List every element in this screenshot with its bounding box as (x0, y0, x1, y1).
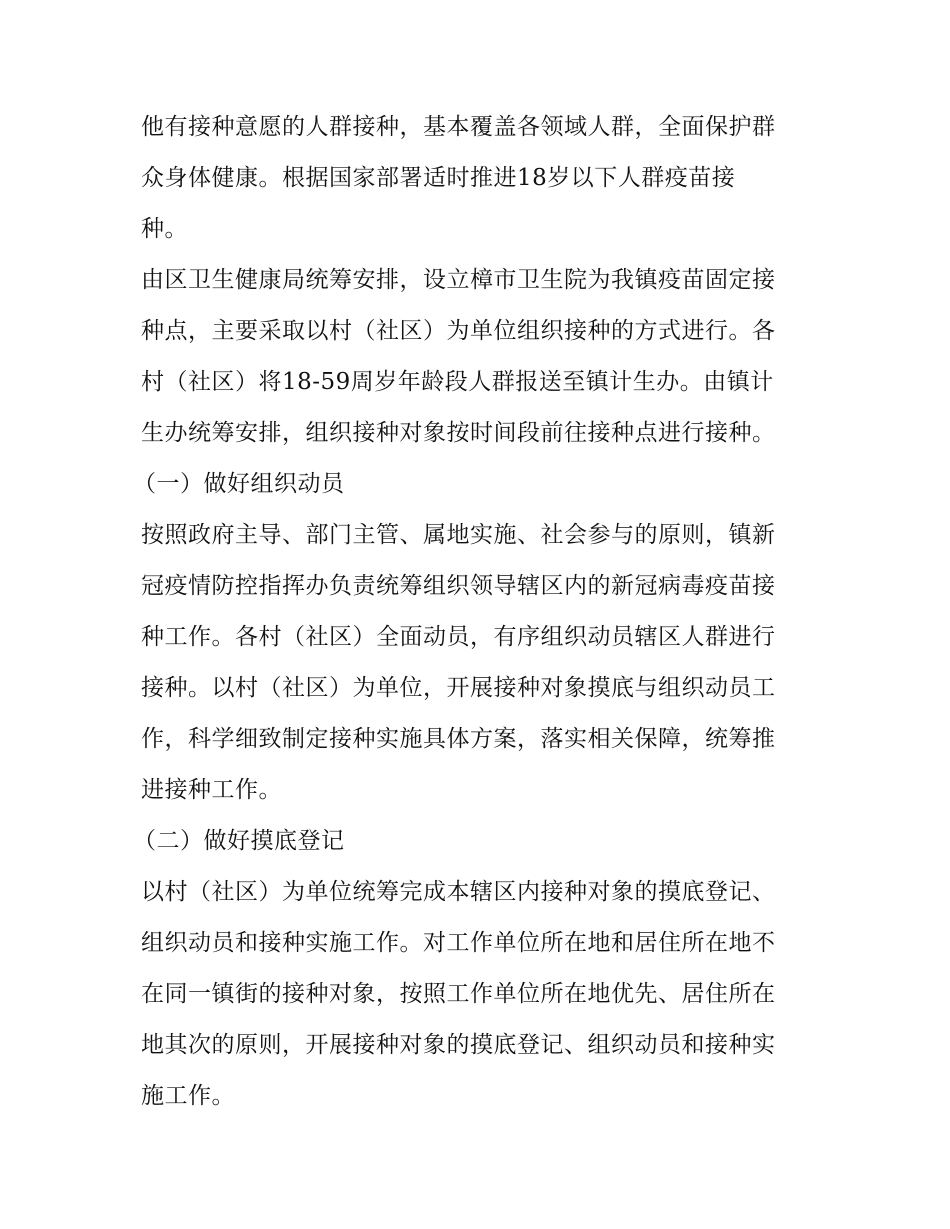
text-line: 在同一镇街的接种对象，按照工作单位所在地优先、居住所在 (141, 981, 776, 1007)
text-line: 组织动员和接种实施工作。对工作单位所在地和居住所在地不 (141, 930, 776, 956)
text-line: 种点，主要采取以村（社区）为单位组织接种的方式进行。各 (141, 318, 776, 344)
section-heading-organize-mobilize: （一）做好组织动员 (133, 471, 345, 497)
text-line: 冠疫情防控指挥办负责统筹组织领导辖区内的新冠病毒疫苗接 (141, 573, 776, 599)
text-line: 接种。以村（社区）为单位，开展接种对象摸底与组织动员工 (141, 675, 776, 701)
paragraph-organize-mobilize (141, 510, 813, 816)
document-body (133, 102, 813, 1122)
text-line: 进接种工作。 (141, 777, 282, 803)
text-line: 种。 (141, 216, 188, 242)
section-heading-survey-registration: （二）做好摸底登记 (133, 828, 345, 854)
text-line: 村（社区）将18-59周岁年龄段人群报送至镇计生办。由镇计 (141, 369, 774, 395)
text-line: 生办统筹安排，组织接种对象按时间段前往接种点进行接种。 (141, 420, 776, 446)
text-line: 以村（社区）为单位统筹完成本辖区内接种对象的摸底登记、 (141, 879, 776, 905)
text-line: 众身体健康。根据国家部署适时推进18岁以下人群疫苗接 (141, 165, 736, 191)
paragraph-survey-registration (141, 867, 813, 1122)
text-line: 种工作。各村（社区）全面动员，有序组织动员辖区人群进行 (141, 624, 776, 650)
text-line: 作，科学细致制定接种实施具体方案，落实相关保障，统筹推 (141, 726, 776, 752)
text-line: 按照政府主导、部门主管、属地实施、社会参与的原则，镇新 (141, 522, 776, 548)
paragraph-vaccination-arrangement (141, 255, 813, 459)
text-line: 施工作。 (141, 1083, 235, 1109)
text-line: 他有接种意愿的人群接种，基本覆盖各领域人群，全面保护群 (141, 114, 776, 140)
paragraph-vaccination-scope (141, 102, 813, 255)
text-line: 地其次的原则，开展接种对象的摸底登记、组织动员和接种实 (141, 1032, 776, 1058)
text-line: 由区卫生健康局统筹安排，设立樟市卫生院为我镇疫苗固定接 (141, 267, 776, 293)
